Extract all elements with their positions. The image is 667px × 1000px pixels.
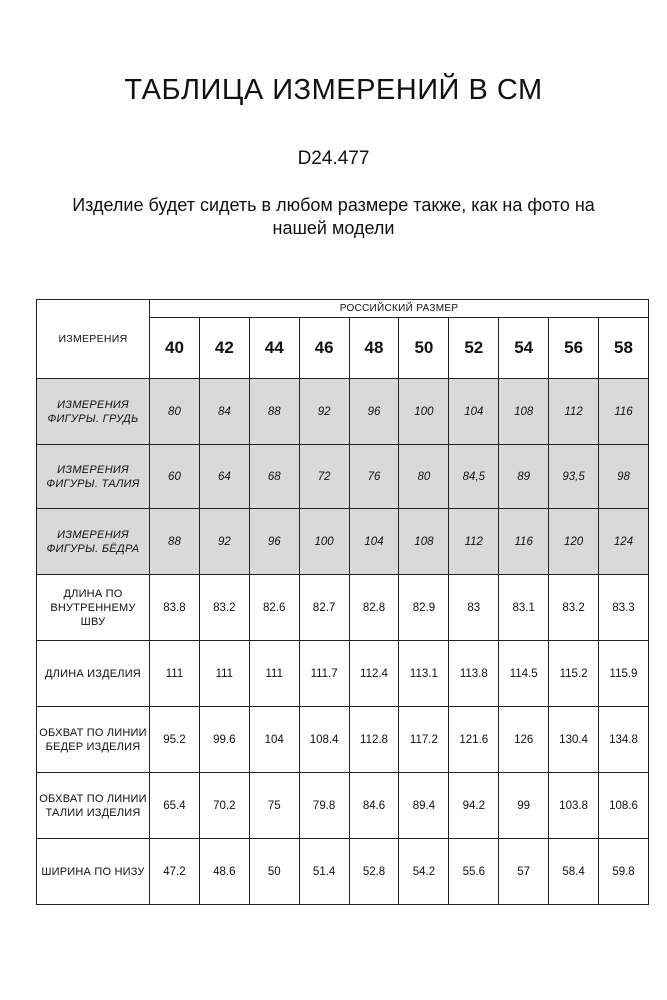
table-cell: 95.2: [150, 707, 200, 773]
table-cell: 124: [599, 509, 649, 575]
page-title: ТАБЛИЦА ИЗМЕРЕНИЙ В СМ: [124, 74, 543, 106]
table-row: [37, 445, 649, 509]
table-cell: 103.8: [549, 773, 599, 839]
table-cell: 80: [399, 445, 449, 509]
table-cell: 92: [299, 379, 349, 445]
table-cell: 84,5: [449, 445, 499, 509]
table-row: [37, 641, 649, 707]
fit-note: Изделие будет сидеть в любом размере также, как на фото на нашей модели: [72, 195, 595, 238]
table-cell: 75: [249, 773, 299, 839]
table-cell: 113.1: [399, 641, 449, 707]
table-cell: 79.8: [299, 773, 349, 839]
table-row: [37, 509, 649, 575]
table-cell: 104: [249, 707, 299, 773]
row-label: ДЛИНА ИЗДЕЛИЯ: [37, 641, 150, 707]
table-cell: 83.2: [199, 575, 249, 641]
table-cell: 104: [349, 509, 399, 575]
table-cell: 48.6: [199, 839, 249, 905]
table-cell: 126: [499, 707, 549, 773]
table-cell: 59.8: [599, 839, 649, 905]
table-cell: 94.2: [449, 773, 499, 839]
table-cell: 112.4: [349, 641, 399, 707]
table-cell: 83.2: [549, 575, 599, 641]
table-cell: 96: [349, 379, 399, 445]
size-header: 42: [199, 318, 249, 379]
table-cell: 98: [599, 445, 649, 509]
table-cell: 120: [549, 509, 599, 575]
table-cell: 112: [449, 509, 499, 575]
table-cell: 99: [499, 773, 549, 839]
table-cell: 65.4: [150, 773, 200, 839]
size-header: 44: [249, 318, 299, 379]
table-cell: 58.4: [549, 839, 599, 905]
table-cell: 83.1: [499, 575, 549, 641]
table-cell: 88: [249, 379, 299, 445]
row-label: ОБХВАТ ПО ЛИНИИ БЕДЕР ИЗДЕЛИЯ: [37, 707, 150, 773]
table-row: [37, 839, 649, 905]
table-cell: 89.4: [399, 773, 449, 839]
table-cell: 82.7: [299, 575, 349, 641]
table-cell: 89: [499, 445, 549, 509]
table-cell: 100: [299, 509, 349, 575]
table-row: [37, 379, 649, 445]
table-row: [37, 575, 649, 641]
table-cell: 108.6: [599, 773, 649, 839]
table-cell: 60: [150, 445, 200, 509]
row-label: ОБХВАТ ПО ЛИНИИ ТАЛИИ ИЗДЕЛИЯ: [37, 773, 150, 839]
table-cell: 111: [150, 641, 200, 707]
row-label: ИЗМЕРЕНИЯ ФИГУРЫ. ТАЛИЯ: [37, 445, 150, 509]
table-cell: 80: [150, 379, 200, 445]
table-cell: 64: [199, 445, 249, 509]
table-cell: 83: [449, 575, 499, 641]
size-table: [36, 299, 649, 905]
table-row: [37, 707, 649, 773]
size-header: 52: [449, 318, 499, 379]
table-cell: 111.7: [299, 641, 349, 707]
table-cell: 115.2: [549, 641, 599, 707]
table-cell: 96: [249, 509, 299, 575]
size-group-header: РОССИЙСКИЙ РАЗМЕР: [150, 300, 649, 318]
table-cell: 50: [249, 839, 299, 905]
table-cell: 134.8: [599, 707, 649, 773]
table-cell: 108: [399, 509, 449, 575]
table-cell: 112.8: [349, 707, 399, 773]
table-cell: 116: [499, 509, 549, 575]
table-cell: 84: [199, 379, 249, 445]
table-cell: 117.2: [399, 707, 449, 773]
table-cell: 82.9: [399, 575, 449, 641]
table-cell: 72: [299, 445, 349, 509]
row-label: ИЗМЕРЕНИЯ ФИГУРЫ. БЁДРА: [37, 509, 150, 575]
table-cell: 108.4: [299, 707, 349, 773]
size-header: 48: [349, 318, 399, 379]
row-label: ДЛИНА ПО ВНУТРЕННЕМУ ШВУ: [37, 575, 150, 641]
table-cell: 113.8: [449, 641, 499, 707]
table-cell: 70.2: [199, 773, 249, 839]
table-cell: 51.4: [299, 839, 349, 905]
table-cell: 83.3: [599, 575, 649, 641]
table-cell: 54.2: [399, 839, 449, 905]
row-label: ИЗМЕРЕНИЯ ФИГУРЫ. ГРУДЬ: [37, 379, 150, 445]
table-cell: 82.8: [349, 575, 399, 641]
table-cell: 88: [150, 509, 200, 575]
table-cell: 114.5: [499, 641, 549, 707]
table-cell: 111: [199, 641, 249, 707]
table-cell: 52.8: [349, 839, 399, 905]
row-label: ШИРИНА ПО НИЗУ: [37, 839, 150, 905]
table-header-row: [37, 300, 649, 318]
table-cell: 68: [249, 445, 299, 509]
table-cell: 82.6: [249, 575, 299, 641]
table-cell: 130.4: [549, 707, 599, 773]
size-header: 56: [549, 318, 599, 379]
table-cell: 111: [249, 641, 299, 707]
table-cell: 47.2: [150, 839, 200, 905]
table-cell: 76: [349, 445, 399, 509]
size-header: 46: [299, 318, 349, 379]
table-row: [37, 773, 649, 839]
table-cell: 99.6: [199, 707, 249, 773]
table-cell: 83.8: [150, 575, 200, 641]
table-cell: 116: [599, 379, 649, 445]
table-cell: 100: [399, 379, 449, 445]
table-cell: 55.6: [449, 839, 499, 905]
table-cell: 93,5: [549, 445, 599, 509]
table-cell: 112: [549, 379, 599, 445]
size-header: 40: [150, 318, 200, 379]
size-header: 54: [499, 318, 549, 379]
table-cell: 121.6: [449, 707, 499, 773]
table-cell: 115.9: [599, 641, 649, 707]
size-header: 58: [599, 318, 649, 379]
table-cell: 57: [499, 839, 549, 905]
table-cell: 92: [199, 509, 249, 575]
measure-header: ИЗМЕРЕНИЯ: [37, 300, 150, 379]
table-cell: 84.6: [349, 773, 399, 839]
table-cell: 108: [499, 379, 549, 445]
size-header: 50: [399, 318, 449, 379]
article-number: D24.477: [297, 148, 370, 169]
table-cell: 104: [449, 379, 499, 445]
